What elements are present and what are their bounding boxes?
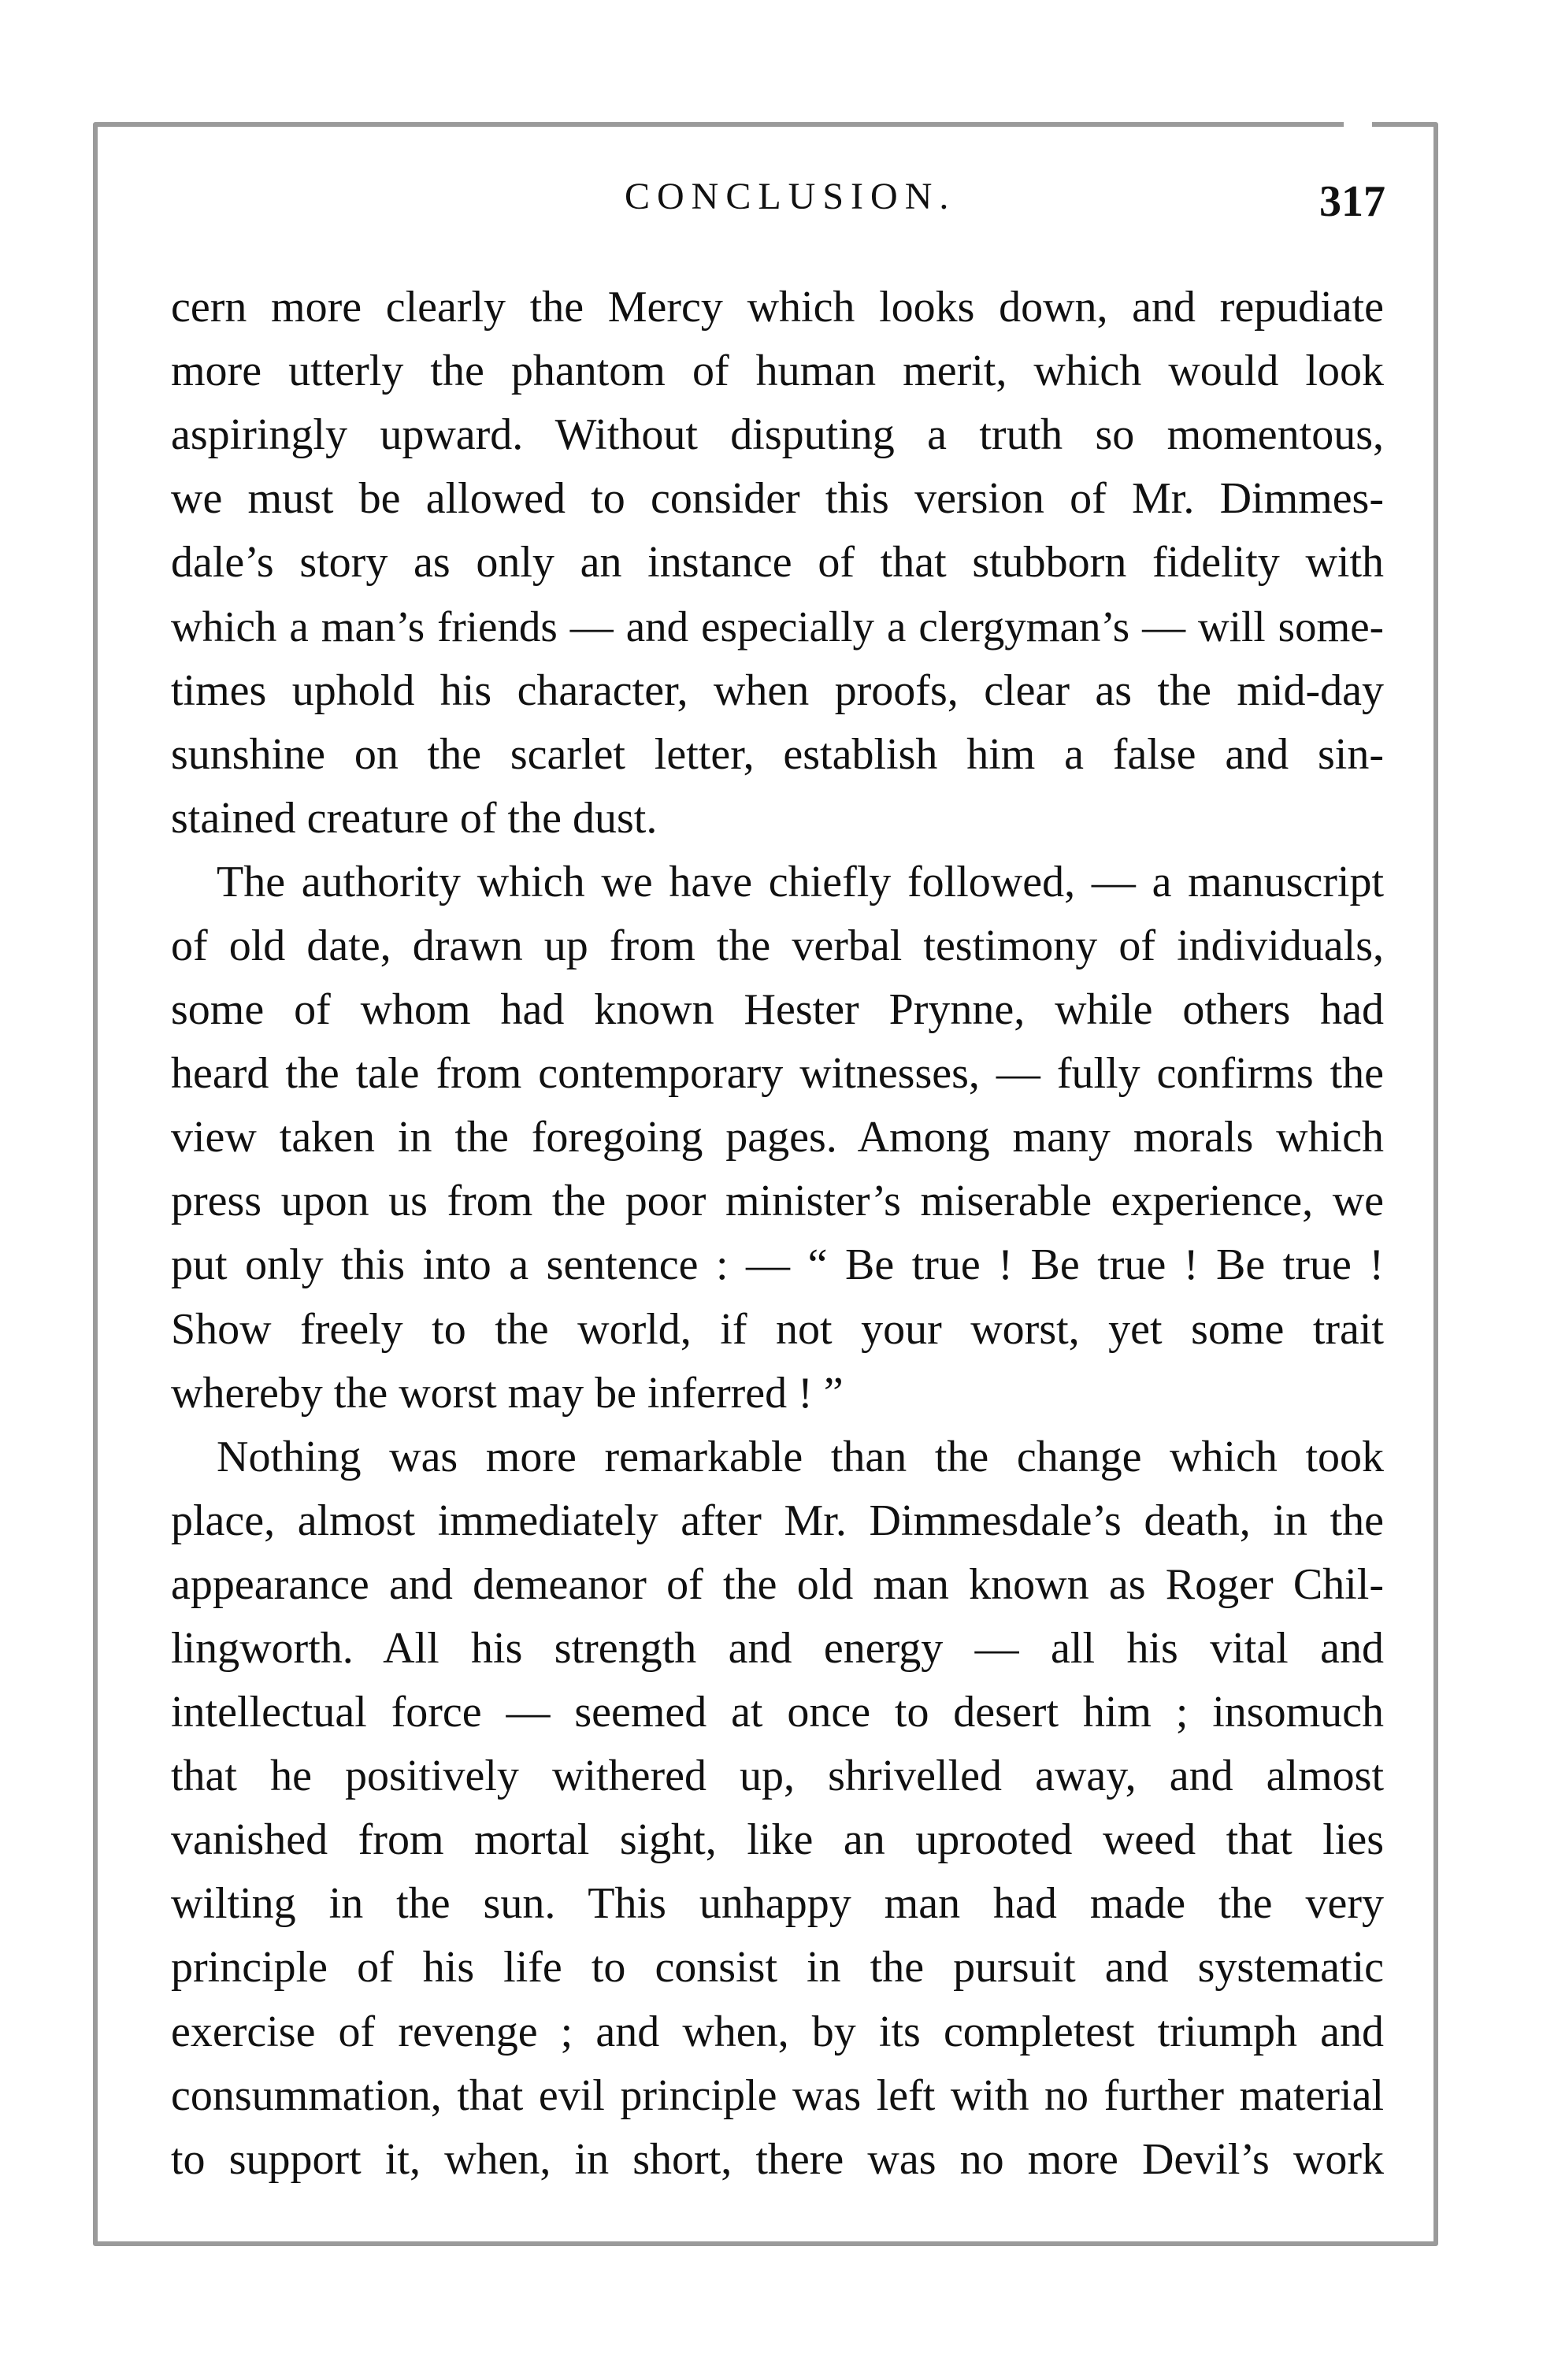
text-line: Nothing was more remarkable than the change which took (217, 1432, 1384, 1481)
text-line: appearance and demeanor of the old man known as Roger Chil- (171, 1559, 1384, 1609)
text-line: of old date, drawn up from the verbal testimony of individuals, (171, 921, 1384, 970)
text-line: Show freely to the world, if not your worst, yet some trait (171, 1304, 1384, 1354)
text-line: consummation, that evil principle was left with no further material (171, 2070, 1384, 2120)
text-line: cern more clearly the Mercy which looks down, and repudiate (171, 283, 1384, 332)
text-line: heard the tale from contemporary witnesses, — fully confirms the (171, 1049, 1384, 1099)
text-line: sunshine on the scarlet letter, establish him a false and sin- (171, 729, 1384, 779)
page-border-gap (1344, 118, 1372, 129)
text-line: intellectual force — seemed at once to desert him ; insomuch (171, 1688, 1384, 1737)
text-line: dale’s story as only an instance of that stubborn fidelity with (171, 538, 1384, 588)
text-line: some of whom had known Hester Prynne, while others had (171, 985, 1384, 1035)
text-line: view taken in the foregoing pages. Among many morals which (171, 1113, 1384, 1162)
text-line: place, almost immediately after Mr. Dimmesdale’s death, in the (171, 1496, 1384, 1545)
running-head-title: CONCLUSION. (625, 176, 956, 217)
text-line: which a man’s friends — and especially a clergyman’s — will some- (171, 602, 1384, 651)
text-line: wilting in the sun. This unhappy man had made the very (171, 1879, 1384, 1929)
text-line: aspiringly upward. Without disputing a truth so momentous, (171, 410, 1384, 460)
text-line: times uphold his character, when proofs, clear as the mid-day (171, 665, 1384, 715)
text-line: press upon us from the poor minister’s miserable experience, we (171, 1177, 1384, 1226)
paragraph (171, 276, 1384, 851)
text-line: exercise of revenge ; and when, by its completest triumph and (171, 2007, 1384, 2056)
text-line: to support it, when, in short, there was no more Devil’s work (171, 2134, 1384, 2184)
text-line: stained creature of the dust. (171, 793, 658, 843)
paragraph (171, 851, 1384, 1425)
paragraph (171, 1425, 1384, 2192)
text-line: The authority which we have chiefly followed, — a manuscript (217, 857, 1384, 906)
body-text (171, 276, 1384, 2192)
page-number: 317 (1319, 177, 1385, 226)
text-line: we must be allowed to consider this version of Mr. Dimmes- (171, 474, 1384, 524)
text-line: lingworth. All his strength and energy — all his vital and (171, 1623, 1384, 1673)
text-line: that he positively withered up, shrivelled away, and almost (171, 1752, 1384, 1801)
text-line: vanished from mortal sight, like an uprooted weed that lies (171, 1815, 1384, 1865)
text-line: put only this into a sentence : — “ Be true ! Be true ! Be true ! (171, 1240, 1384, 1290)
text-line: principle of his life to consist in the pursuit and systematic (171, 1943, 1384, 1993)
text-line: whereby the worst may be inferred ! ” (171, 1368, 844, 1418)
text-line: more utterly the phantom of human merit, which would look (171, 347, 1384, 396)
